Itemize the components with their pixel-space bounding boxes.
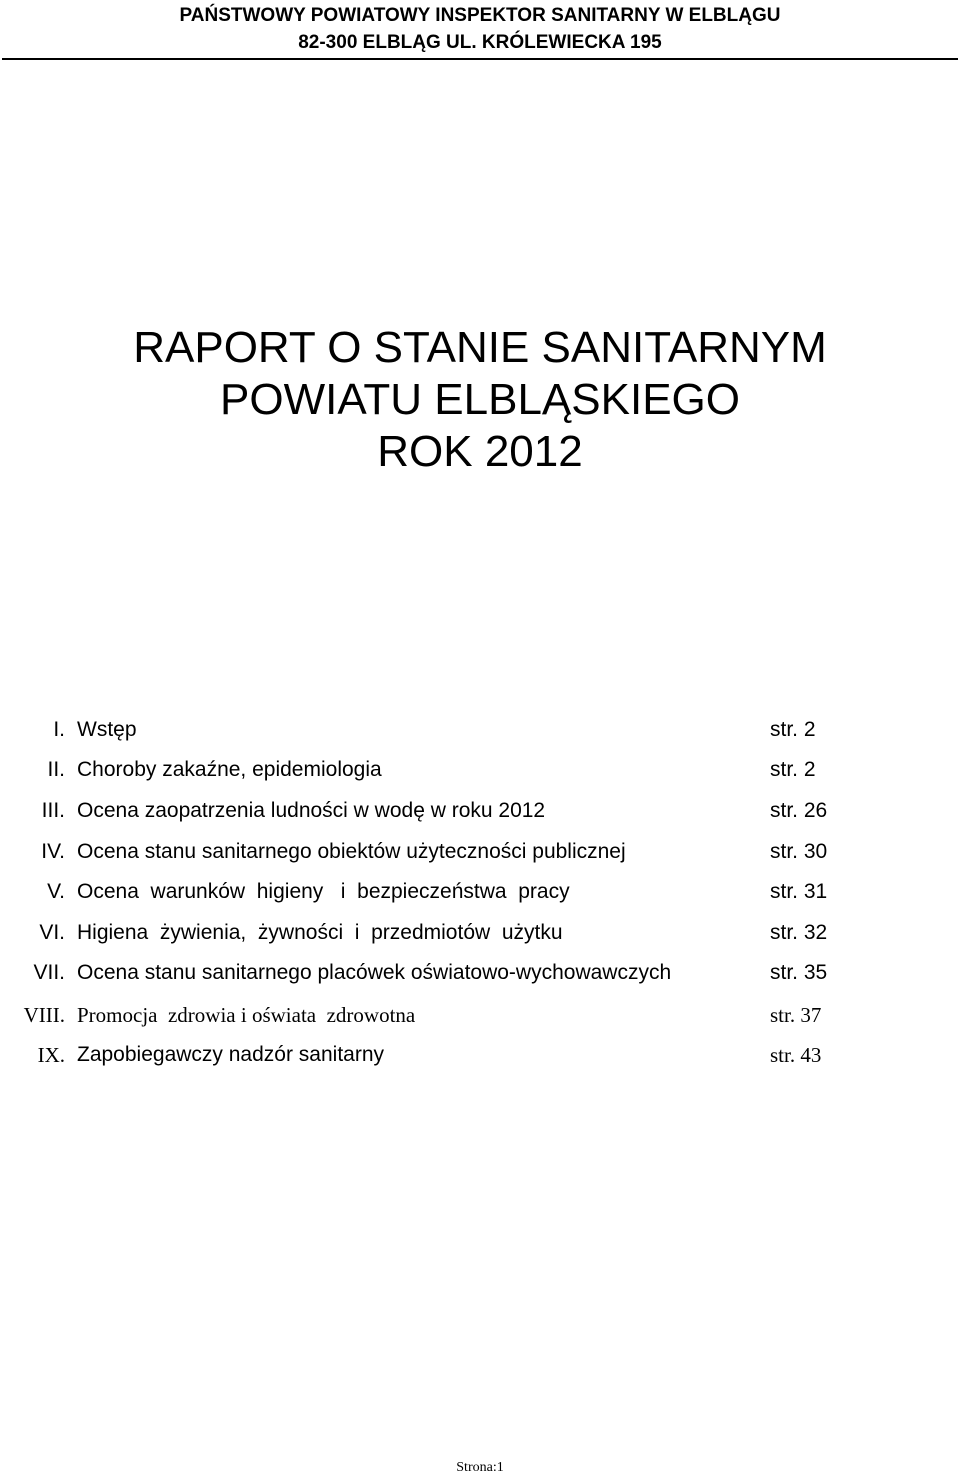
- toc-item-page: str. 31: [770, 880, 828, 903]
- report-title-line-1: RAPORT O STANIE SANITARNYM: [133, 323, 827, 372]
- toc-item-number: VI.: [39, 921, 65, 944]
- toc-item-title: Promocja zdrowia i oświata zdrowotna: [77, 1003, 416, 1027]
- toc-item-number: V.: [47, 880, 65, 903]
- toc-item: [0, 832, 960, 872]
- report-title: [0, 322, 960, 478]
- toc-item-number: II.: [47, 758, 65, 781]
- toc-item: [0, 710, 960, 750]
- toc-item: [0, 791, 960, 831]
- toc-item-title: Ocena warunków higieny i bezpieczeństwa pracy: [77, 880, 570, 903]
- report-title-line-2: POWIATU ELBLĄSKIEGO: [220, 375, 740, 424]
- toc-item-page: str. 30: [770, 840, 828, 863]
- toc-item-page: str. 32: [770, 921, 828, 944]
- report-title-line-3: ROK 2012: [377, 427, 583, 476]
- toc-item: [0, 750, 960, 790]
- toc-item-page: str. 37: [770, 1003, 822, 1027]
- toc-item-page: str. 2: [770, 758, 816, 781]
- toc-item: [0, 1035, 960, 1075]
- toc-item: [0, 913, 960, 953]
- toc-item-title: Wstęp: [77, 718, 137, 741]
- document-header: [0, 2, 960, 56]
- toc-item-title: Ocena stanu sanitarnego placówek oświatowo-wychowawczych: [77, 961, 672, 984]
- toc-item: [0, 995, 960, 1035]
- toc-item-title: Higiena żywienia, żywności i przedmiotów użytku: [77, 921, 563, 944]
- header-divider: [2, 58, 958, 60]
- toc-item-number: III.: [41, 799, 65, 822]
- toc-item-title: Ocena zaopatrzenia ludności w wodę w roku 2012: [77, 799, 546, 822]
- toc-item-number: IV.: [41, 840, 65, 863]
- toc-item-page: str. 26: [770, 799, 828, 822]
- toc-item-page: str. 2: [770, 718, 816, 741]
- toc-item: [0, 872, 960, 912]
- toc-item-page: str. 43: [770, 1043, 822, 1067]
- toc-item-number: I.: [53, 718, 65, 741]
- toc-item-number: IX.: [37, 1043, 65, 1067]
- toc-item-page: str. 35: [770, 961, 828, 984]
- toc-item-title: Ocena stanu sanitarnego obiektów użyteczności publicznej: [77, 840, 626, 863]
- toc-item: [0, 953, 960, 993]
- toc-item-number: VII.: [33, 961, 65, 984]
- toc-item-number: VIII.: [23, 1003, 65, 1027]
- page-number: Strona:1: [456, 1460, 504, 1475]
- inspector-name: PAŃSTWOWY POWIATOWY INSPEKTOR SANITARNY W ELBLĄGU: [179, 5, 781, 26]
- inspector-address: 82-300 ELBLĄG UL. KRÓLEWIECKA 195: [298, 32, 662, 53]
- toc-item-title: Choroby zakaźne, epidemiologia: [77, 758, 382, 781]
- toc-item-title: Zapobiegawczy nadzór sanitarny: [77, 1043, 385, 1066]
